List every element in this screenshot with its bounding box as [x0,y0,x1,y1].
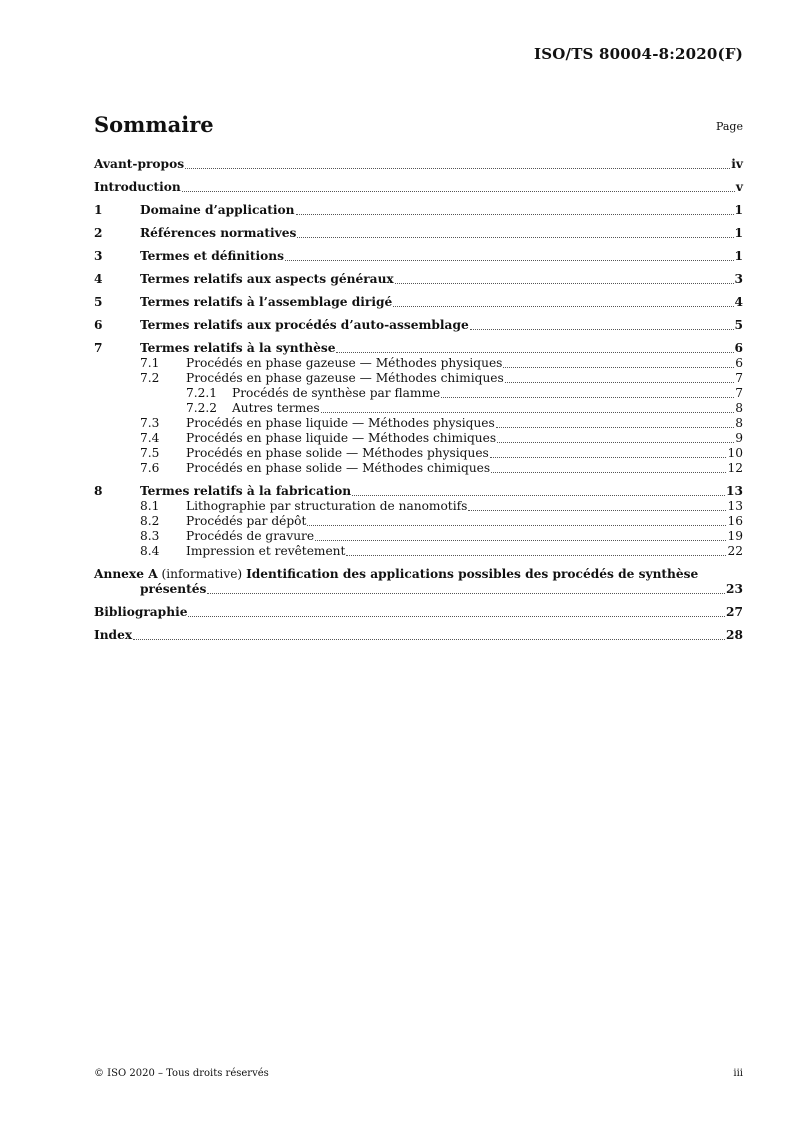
dot-leader [188,616,725,617]
toc-section-number: 8.1 [140,499,160,513]
toc-label: Procédés en phase gazeuse — Méthodes chimiques [186,371,504,385]
toc-label: Introduction [94,180,181,194]
toc-section-number: 7.4 [140,431,160,445]
toc-page-number: v [735,180,743,194]
dot-leader [490,457,727,458]
toc-page-number: 13 [727,499,743,513]
dot-leader [468,510,726,511]
toc-page-number: 3 [734,272,743,286]
dot-leader [185,168,730,169]
toc-label: Procédés en phase solide — Méthodes physiques [186,446,489,460]
footer-copyright: © ISO 2020 – Tous droits réservés [94,1068,269,1079]
toc-page-number: 1 [734,249,743,263]
toc-page-number: 4 [734,295,743,309]
toc-section-number: 7.1 [140,356,160,370]
annex-page-number: 23 [726,582,743,596]
toc-page-number: 8 [735,401,743,415]
toc-page-number: 7 [735,371,743,385]
toc-section-number: 1 [94,203,103,217]
toc-section-number: 8.3 [140,529,160,543]
toc-label: Termes relatifs à l’assemblage dirigé [140,295,393,309]
annex-title-line1: Identification des applications possibles des procédés de synthèse [246,567,699,581]
toc-page-number: 13 [726,484,743,498]
toc-label: Termes relatifs aux aspects généraux [140,272,394,286]
toc-label: Procédés en phase gazeuse — Méthodes physiques [186,356,503,370]
dot-leader [503,367,734,368]
dot-leader [346,555,726,556]
toc-entry[interactable] [94,514,743,529]
annex-heading-line [94,567,743,582]
dot-leader [393,306,733,307]
dot-leader [395,283,734,284]
toc-entry-index[interactable] [94,628,743,643]
dot-leader [307,525,726,526]
toc-entry[interactable] [94,544,743,559]
dot-leader [133,639,725,640]
annex-title-continuation [94,582,743,597]
toc-entry[interactable] [94,484,743,499]
dot-leader [207,593,725,594]
annex-title-line2: présentés [140,582,207,596]
toc-section-number: 3 [94,249,103,263]
toc-page-number: 9 [735,431,743,445]
toc-section-number: 4 [94,272,103,286]
toc-entry[interactable] [94,203,743,218]
page-title: Sommaire [94,112,214,137]
toc-entry[interactable] [94,272,743,287]
toc-label: Autres termes [232,401,320,415]
toc-entry[interactable] [94,529,743,544]
dot-leader [297,237,733,238]
dot-leader [505,382,734,383]
dot-leader [496,427,734,428]
toc-section-number: 8.4 [140,544,160,558]
toc-section-number: 7.5 [140,446,160,460]
toc-page-number: 12 [727,461,743,475]
toc-entries [94,157,743,559]
toc-label: Lithographie par structuration de nanomotifs [186,499,468,513]
toc-entry[interactable] [94,295,743,310]
dot-leader [182,191,735,192]
toc-section-number: 7.2.1 [186,386,218,400]
toc-page-number: 27 [726,605,743,619]
toc-label: Termes relatifs aux procédés d’auto-assemblage [140,318,469,332]
toc-page-number: 7 [735,386,743,400]
toc-section-number: 2 [94,226,103,240]
toc-label: Procédés de synthèse par flamme [232,386,441,400]
toc-label: Procédés de gravure [186,529,315,543]
toc-entry[interactable] [94,318,743,333]
dot-leader [315,540,726,541]
toc-label: Procédés en phase liquide — Méthodes chimiques [186,431,497,445]
toc-entry[interactable] [94,401,743,416]
toc-page-number: 19 [727,529,743,543]
toc-label: Termes et définitions [140,249,284,263]
toc-page-number: 5 [734,318,743,332]
toc-page-number: 6 [734,341,743,355]
toc-entry[interactable] [94,371,743,386]
dot-leader [491,472,726,473]
footer-page-number: iii [733,1068,743,1079]
toc-page-number: 10 [727,446,743,460]
toc-label: Avant-propos [94,157,185,171]
toc-page-number: 1 [734,203,743,217]
toc-entry-bibliographie[interactable] [94,605,743,620]
toc-section-number: 8.2 [140,514,160,528]
toc-entry[interactable] [94,180,743,195]
toc-page-number: 8 [735,416,743,430]
annex-type: (informative) [161,567,243,581]
page-column-label: Page [715,120,743,133]
dot-leader [441,397,734,398]
toc-section-number: 7.3 [140,416,160,430]
toc-entry[interactable] [94,446,743,461]
toc-entry[interactable] [94,341,743,356]
dot-leader [285,260,734,261]
toc-entry[interactable] [94,226,743,241]
toc-entry[interactable] [94,157,743,172]
dot-leader [336,352,733,353]
table-of-contents [94,157,743,643]
toc-label: Références normatives [140,226,297,240]
toc-label: Procédés en phase solide — Méthodes chimiques [186,461,491,475]
toc-page-number: iv [731,157,743,171]
toc-page-number: 28 [726,628,743,642]
toc-entry[interactable] [94,386,743,401]
toc-label: Termes relatifs à la synthèse [140,341,336,355]
toc-section-number: 7 [94,341,103,355]
toc-page-number: 1 [734,226,743,240]
annex-prefix: Annexe A [94,567,158,581]
toc-page-number: 22 [727,544,743,558]
toc-section-number: 7.2 [140,371,160,385]
toc-label: Procédés par dépôt [186,514,307,528]
toc-section-number: 5 [94,295,103,309]
toc-label: Domaine d’application [140,203,295,217]
toc-entry[interactable] [94,461,743,476]
toc-section-number: 6 [94,318,103,332]
document-id: ISO/TS 80004-8:2020(F) [534,45,743,63]
toc-page-number: 6 [735,356,743,370]
toc-entry[interactable] [94,249,743,264]
toc-label: Termes relatifs à la fabrication [140,484,352,498]
dot-leader [296,214,734,215]
toc-entry[interactable] [94,499,743,514]
toc-label: Procédés en phase liquide — Méthodes physiques [186,416,495,430]
dot-leader [352,495,725,496]
toc-entry[interactable] [94,416,743,431]
toc-section-number: 7.2.2 [186,401,218,415]
toc-label: Impression et revêtement [186,544,346,558]
toc-section-number: 7.6 [140,461,160,475]
toc-label: Bibliographie [94,605,188,619]
dot-leader [470,329,734,330]
dot-leader [497,442,734,443]
toc-page-number: 16 [727,514,743,528]
toc-label: Index [94,628,133,642]
toc-entry-annex-a[interactable] [94,567,743,597]
dot-leader [321,412,735,413]
toc-entry[interactable] [94,356,743,371]
toc-entry[interactable] [94,431,743,446]
toc-section-number: 8 [94,484,103,498]
